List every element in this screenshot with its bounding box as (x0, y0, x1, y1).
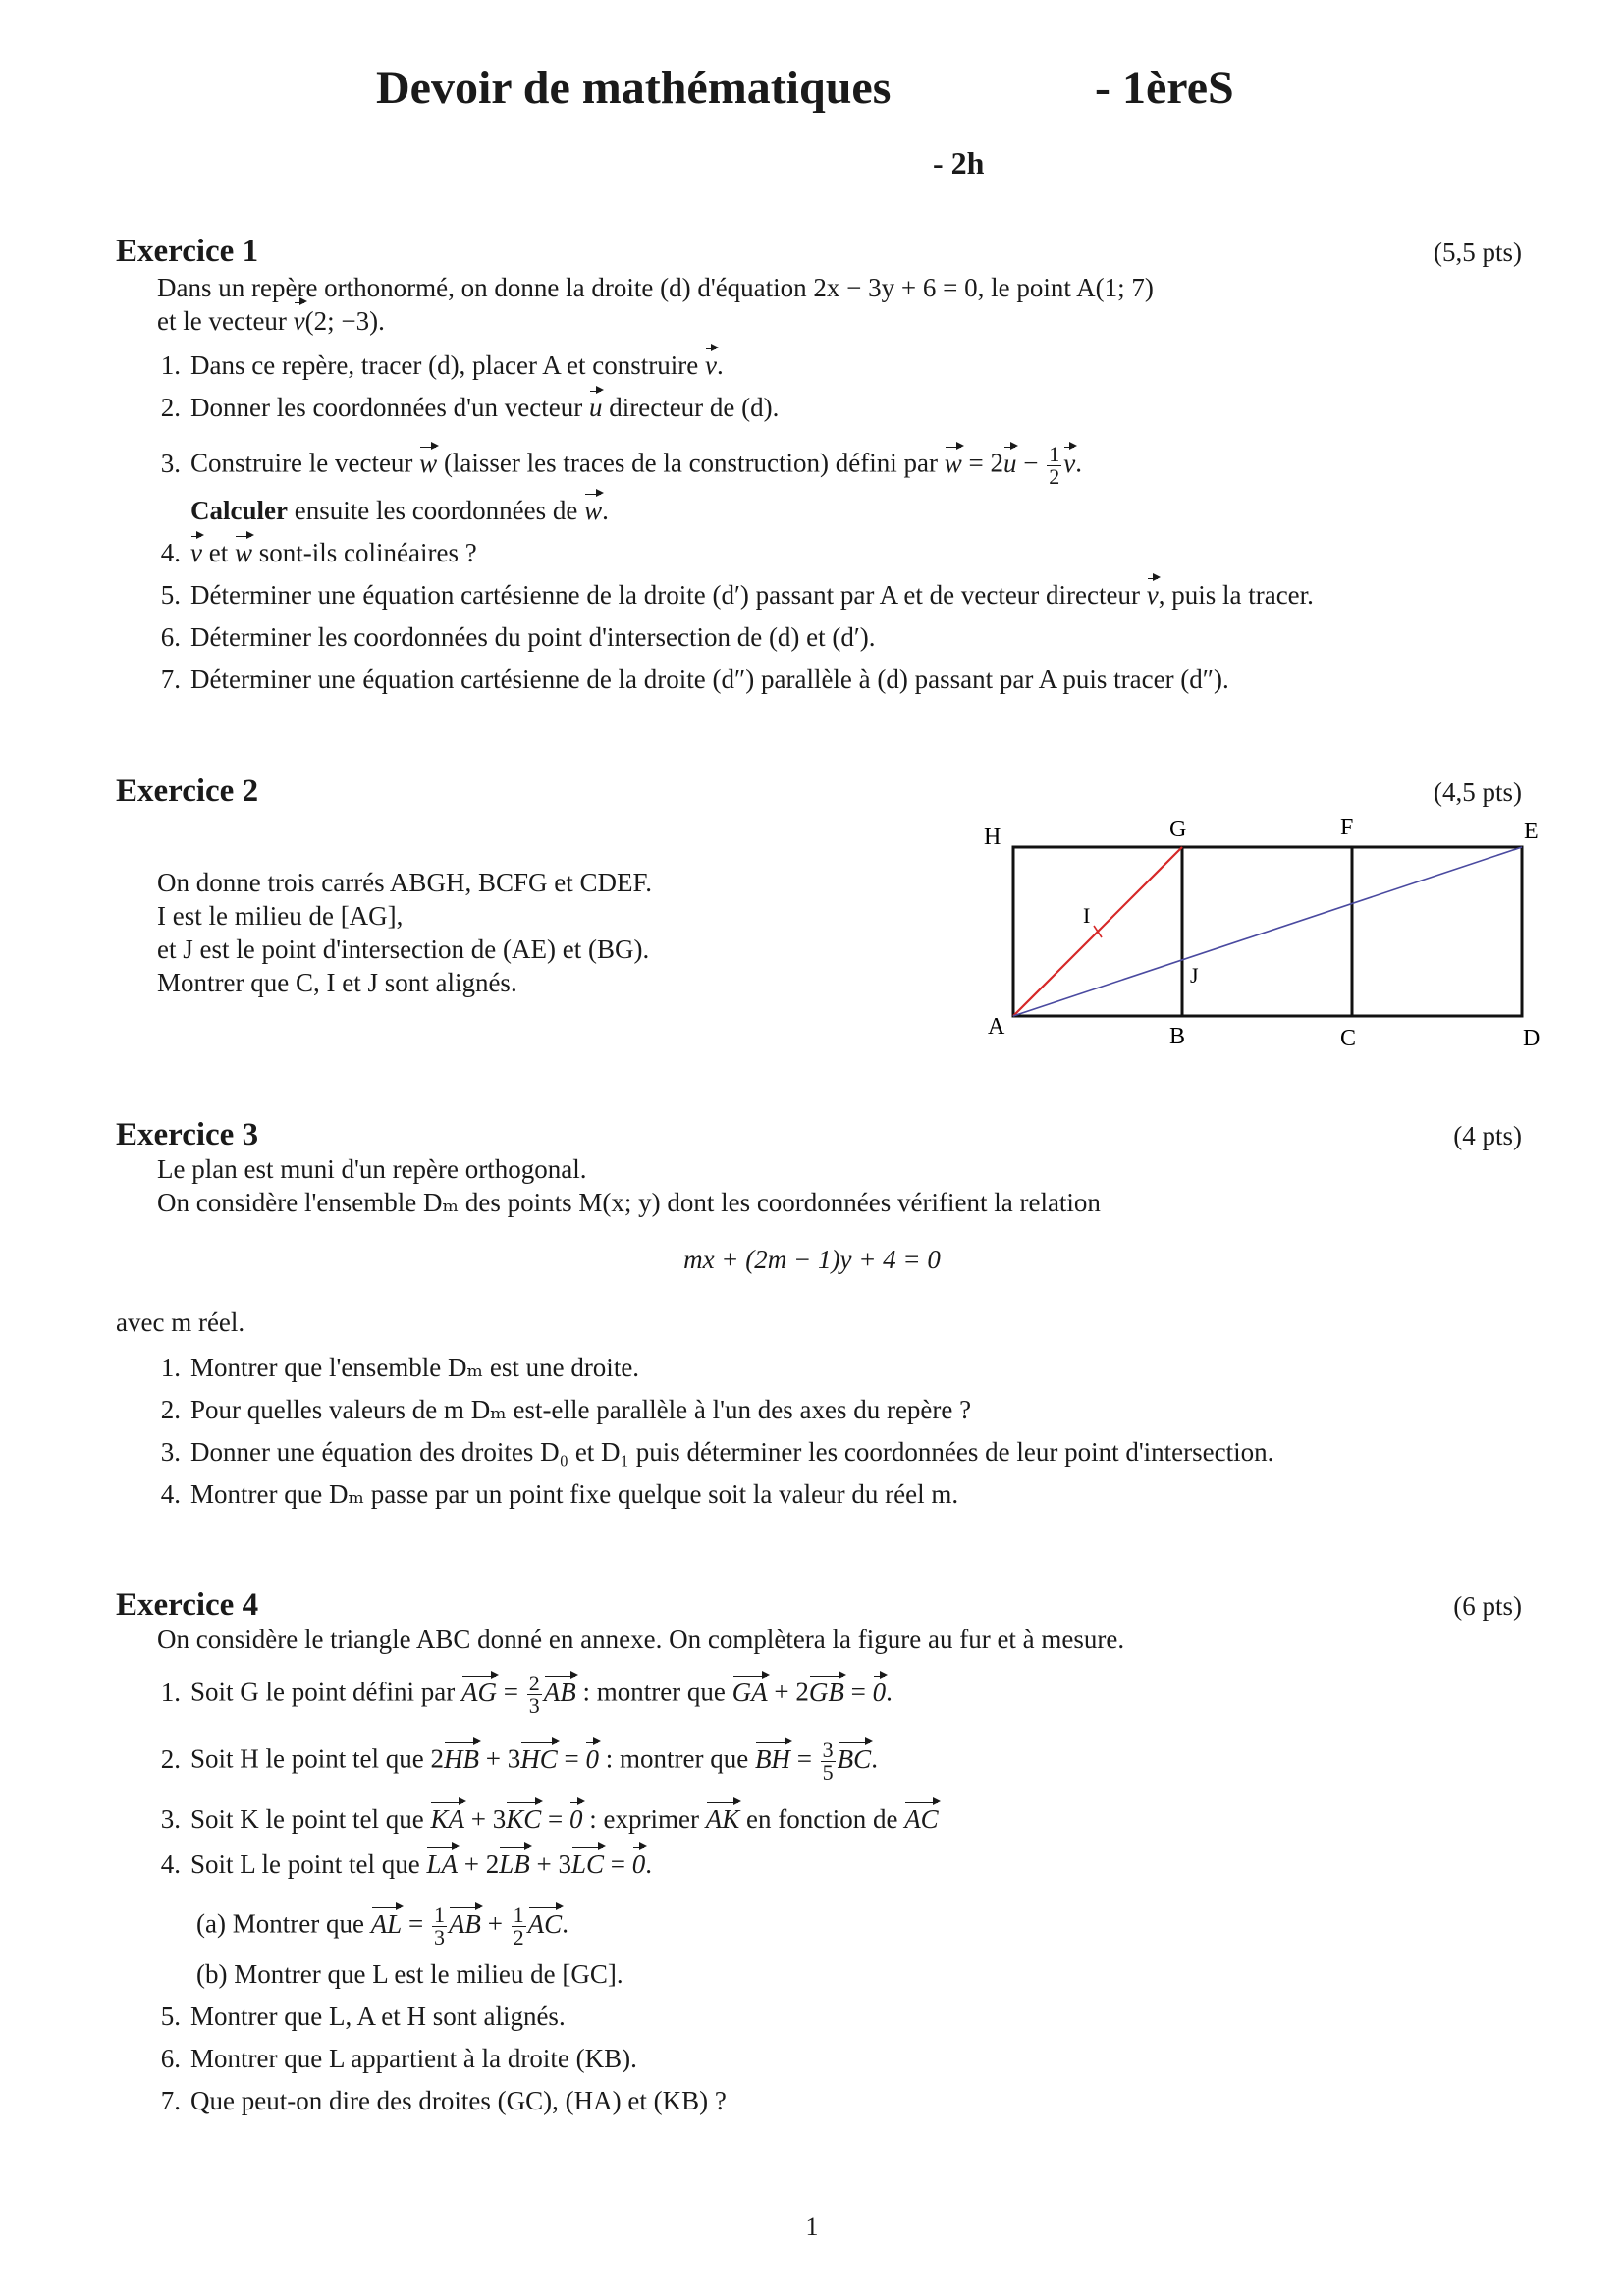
ex1-item-4: 4. v et w sont-ils colinéaires ? (160, 538, 477, 567)
ex1-item-1: 1. Dans ce repère, tracer (d), placer A et construire v. (160, 350, 724, 380)
ex2-line-2: I est le milieu de [AG], (157, 901, 404, 931)
ex4-item-4a: (a) Montrer que AL = $\frac{1}{3}$ AB + $\frac{1}{2}$ AC. (196, 1902, 568, 1949)
ex1-title: Exercice 1 (116, 234, 259, 269)
ex1-item-6: 6. Déterminer les coordonnées du point d'intersection de (d) et (d′). (160, 622, 876, 652)
segment-AE (1013, 847, 1522, 1016)
ex4-intro: On considère le triangle ABC donné en annexe. On complètera la figure au fur et à mesure. (157, 1625, 1125, 1654)
ex1-points: (5,5 pts) (1434, 238, 1522, 267)
squares-figure (972, 810, 1561, 1055)
label-I: I (1083, 903, 1091, 928)
ex3-equation: mx + (2m − 1)y + 4 = 0 (683, 1245, 941, 1274)
label-F: F (1340, 815, 1354, 840)
label-B: B (1169, 1024, 1186, 1049)
ex2-line-1: On donne trois carrés ABGH, BCFG et CDEF. (157, 868, 653, 897)
ex4-item-4: 4. Soit L le point tel que LA + 2LB + 3LC = 0. (160, 1849, 652, 1879)
label-E: E (1524, 819, 1539, 844)
ex3-intro-2: On considère l'ensemble Dₘ des points M(x; y) dont les coordonnées vérifient la relation (157, 1188, 1101, 1217)
ex4-item-6: 6. Montrer que L appartient à la droite (KB). (160, 2044, 637, 2073)
ex4-title: Exercice 4 (116, 1587, 259, 1623)
ex3-intro-1: Le plan est muni d'un repère orthogonal. (157, 1154, 587, 1184)
ex4-item-1: 1. Soit G le point défini par AG = $\frac{2}{3}$ AB : montrer que GA + 2GB = 0. (160, 1671, 893, 1718)
ex3-item-1: 1. Montrer que l'ensemble Dₘ est une droite. (160, 1353, 640, 1382)
ex2-line-4: Montrer que C, I et J sont alignés. (157, 968, 517, 997)
label-J: J (1190, 963, 1199, 988)
page-number: 1 (805, 2213, 819, 2241)
ex4-points: (6 pts) (1453, 1591, 1522, 1621)
label-G: G (1169, 817, 1187, 842)
ex3-points: (4 pts) (1453, 1121, 1522, 1150)
ex2-points: (4,5 pts) (1434, 777, 1522, 807)
ex1-intro-line2: et le vecteur v(2; −3). (157, 306, 385, 336)
title-right: - 1èreS (1095, 62, 1234, 114)
vector-v: v (293, 306, 305, 336)
ex4-item-5: 5. Montrer que L, A et H sont alignés. (160, 2002, 566, 2031)
ex3-item-3: 3. Donner une équation des droites D₀ et D₁ puis déterminer les coordonnées de leur point d'intersection. (160, 1437, 1274, 1467)
ex4-item-3: 3. Soit K le point tel que KA + 3KC = 0 : exprimer AK en fonction de AC (160, 1804, 939, 1834)
ex3-after: avec m réel. (116, 1308, 245, 1337)
ex1-item-3: 3. Construire le vecteur w (laisser les traces de la construction) défini par w = 2u − $\frac{1}{2}$ v. (160, 442, 1082, 489)
ex2-title: Exercice 2 (116, 774, 259, 809)
ex3-title: Exercice 3 (116, 1117, 259, 1152)
ex1-item-2: 2. Donner les coordonnées d'un vecteur u directeur de (d). (160, 393, 780, 422)
label-D: D (1523, 1026, 1541, 1051)
ex4-item-2: 2. Soit H le point tel que 2HB + 3HC = 0 : montrer que BH = $\frac{3}{5}$ BC. (160, 1737, 878, 1785)
ex4-item-7: 7. Que peut-on dire des droites (GC), (HA) et (KB) ? (160, 2086, 727, 2115)
ex1-intro-line1: Dans un repère orthonormé, on donne la droite (d) d'équation 2x − 3y + 6 = 0, le point A(1; 7) (157, 273, 1154, 302)
ex3-item-2: 2. Pour quelles valeurs de m Dₘ est-elle parallèle à l'un des axes du repère ? (160, 1395, 972, 1424)
ex3-item-4: 4. Montrer que Dₘ passe par un point fixe quelque soit la valeur du réel m. (160, 1479, 959, 1509)
ex4-item-4b: (b) Montrer que L est le milieu de [GC]. (196, 1959, 623, 1989)
subtitle: - 2h (933, 145, 985, 181)
ex1-item-7: 7. Déterminer une équation cartésienne de la droite (d″) parallèle à (d) passant par A puis tracer (d″). (160, 665, 1229, 694)
fraction-one-half: $\frac{1}{2}$ (1049, 442, 1060, 489)
label-H: H (984, 825, 1001, 850)
ex2-line-3: et J est le point d'intersection de (AE) et (BG). (157, 934, 650, 964)
label-A: A (988, 1014, 1005, 1040)
ex1-item-3-calc: Calculer ensuite les coordonnées de w. (190, 496, 609, 525)
ex1-item-5: 5. Déterminer une équation cartésienne de la droite (d′) passant par A et de vecteur directeur v, puis la tracer. (160, 580, 1314, 610)
title-left: Devoir de mathématiques (376, 62, 892, 114)
label-C: C (1340, 1026, 1357, 1051)
